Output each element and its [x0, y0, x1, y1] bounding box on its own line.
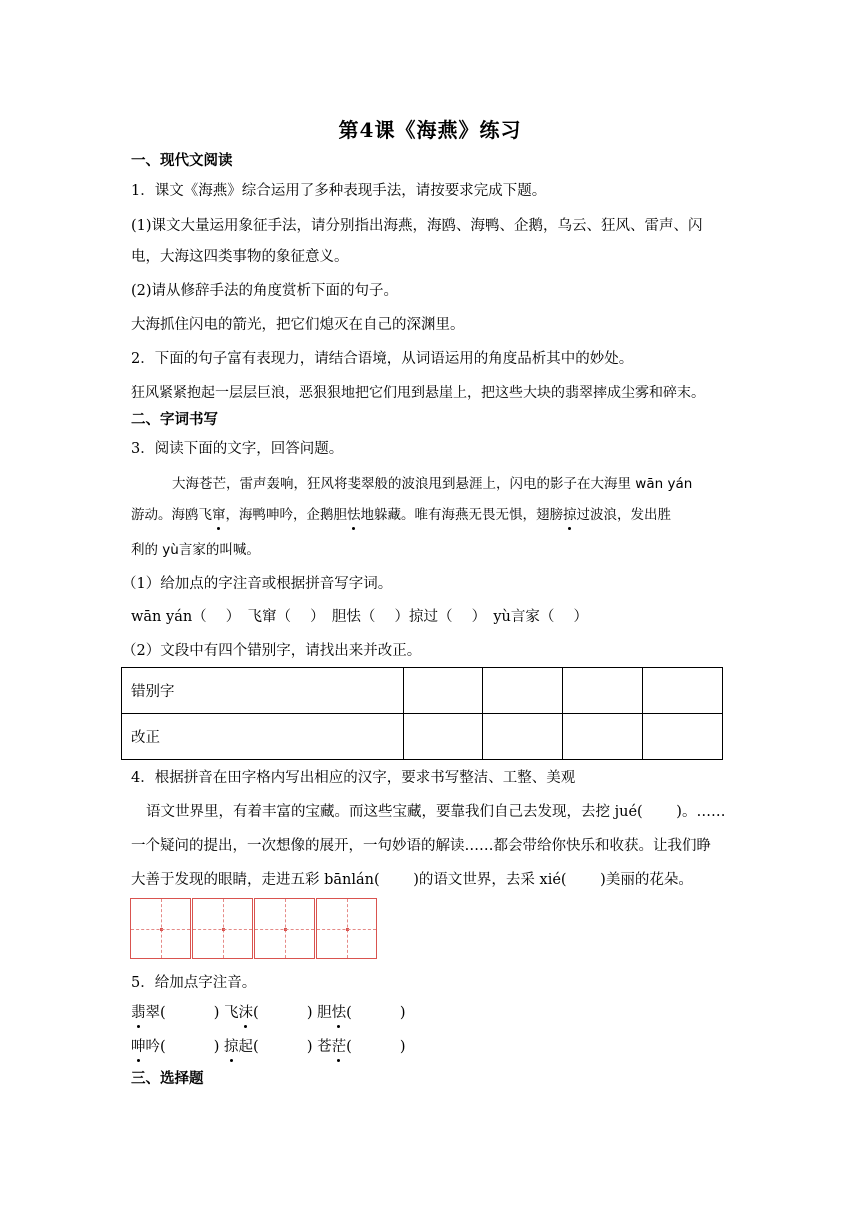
dotted-char: 掠	[563, 507, 577, 523]
question-5: 5．给加点字注音。	[131, 975, 257, 991]
passage-line-3: 利的 yù言家的叫喊。	[131, 542, 260, 558]
tian-grid-cell[interactable]	[130, 898, 191, 959]
question-4: 4．根据拼音在田字格内写出相应的汉字，要求书写整洁、工整、美观	[131, 770, 576, 786]
dotted-char: 窜	[212, 507, 226, 523]
tian-grid-cell[interactable]	[254, 898, 315, 959]
table-label-wrong: 错别字	[122, 668, 404, 714]
passage-line-1: 大海苍芒，雷声轰响，狂风将斐翠般的波浪甩到悬涯上，闪电的影子在大海里 wān yán	[172, 476, 693, 492]
error-correction-table	[121, 667, 723, 760]
question-4-line-2: 一个疑问的提出，一次想像的展开，一句妙语的解读……都会带给你快乐和收获。让我们睁	[131, 838, 711, 854]
passage-line-2: 游动。海鸥飞窜，海鸭呻吟，企鹅胆怯地躲藏。唯有海燕无畏无惧，翅膀掠过波浪，发出胜	[131, 507, 671, 523]
answer-cell[interactable]	[563, 714, 643, 760]
answer-cell[interactable]	[403, 668, 483, 714]
page-title: 第4课《海燕》练习	[338, 118, 522, 142]
tian-grid-row	[130, 898, 377, 960]
question-5-row-2: 呻吟( ) 掠起( ) 苍茫( )	[131, 1039, 406, 1055]
dotted-char: 怯	[347, 507, 361, 523]
section-heading-writing: 二、字词书写	[131, 411, 218, 428]
question-4-line-1: 语文世界里，有着丰富的宝藏。而这些宝藏，要靠我们自己去发现，去挖 jué( )。……	[146, 804, 726, 820]
question-3: 3．阅读下面的文字，回答问题。	[131, 441, 344, 457]
question-2-sentence: 狂风紧紧抱起一层层巨浪，恶狠狠地把它们甩到悬崖上，把这些大块的翡翠摔成尘雾和碎末。	[131, 385, 705, 401]
question-1-part-1-line-2: 电，大海这四类事物的象征意义。	[131, 249, 349, 265]
tian-grid-cell[interactable]	[316, 898, 377, 959]
question-3-part-1: （1）给加点的字注音或根据拼音写字词。	[122, 576, 393, 592]
answer-cell[interactable]	[483, 714, 563, 760]
question-1-part-1-line-1: (1)课文大量运用象征手法，请分别指出海燕，海鸥、海鸭、企鹅，乌云、狂风、雷声、闪	[131, 218, 703, 234]
section-heading-choice: 三、选择题	[131, 1070, 204, 1087]
question-2: 2．下面的句子富有表现力，请结合语境，从词语运用的角度品析其中的妙处。	[131, 351, 634, 367]
question-1-part-2: (2)请从修辞手法的角度赏析下面的句子。	[131, 283, 399, 299]
question-3-part-1-blanks: wān yán（ ） 飞窜（ ） 胆怯（ ）掠过（ ） yù言家（ ）	[131, 609, 589, 625]
answer-cell[interactable]	[403, 714, 483, 760]
table-label-correction: 改正	[122, 714, 404, 760]
answer-cell[interactable]	[563, 668, 643, 714]
question-1-sentence: 大海抓住闪电的箭光，把它们熄灭在自己的深渊里。	[131, 317, 465, 333]
section-heading-reading: 一、现代文阅读	[131, 152, 233, 169]
answer-cell[interactable]	[643, 714, 723, 760]
answer-cell[interactable]	[643, 668, 723, 714]
question-4-line-3: 大善于发现的眼睛，走进五彩 bānlán( )的语文世界，去采 xié( )美丽的花朵。	[131, 872, 693, 888]
question-1: 1．课文《海燕》综合运用了多种表现手法，请按要求完成下题。	[131, 183, 547, 199]
tian-grid-cell[interactable]	[192, 898, 253, 959]
answer-cell[interactable]	[483, 668, 563, 714]
question-5-row-1: 翡翠( ) 飞沫( ) 胆怯( )	[131, 1005, 406, 1021]
question-3-part-2: （2）文段中有四个错别字，请找出来并改正。	[122, 643, 422, 659]
